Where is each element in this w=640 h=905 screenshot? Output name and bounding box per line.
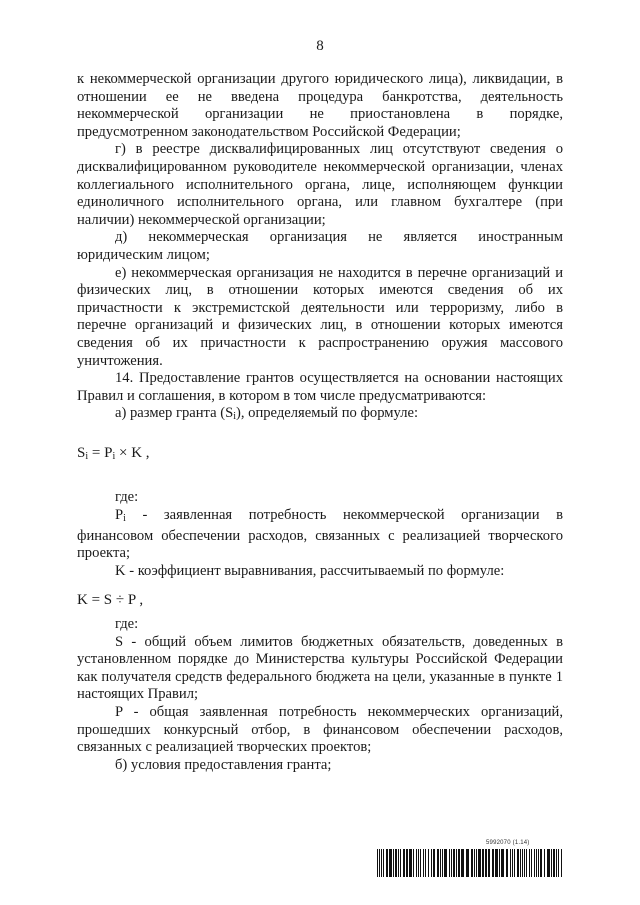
definition-pi — [77, 507, 567, 563]
item-a-text-end: ), определяемый по формуле: — [236, 405, 419, 422]
symbol-pi-sub: i — [123, 513, 126, 525]
formula-grant-size — [77, 426, 563, 490]
formula-factor-p-sub: i — [112, 450, 116, 462]
formula-coefficient: K = S ÷ P , — [77, 592, 144, 609]
definition-s: S - общий объем лимитов бюджетных обязательств, доведенных в установленном порядке до Министерства культуры Российской Федерации как получателя средств федерального бюджета на цели, указанные в пункте 1 настоящих Правил; — [77, 633, 563, 703]
paragraph-item-d: д) некоммерческая организация не является иностранным юридическим лицом; — [77, 229, 563, 263]
definition-pi-text: - заявленная потребность некоммерческой организации в финансовом обеспечении расходов, связанных с реализацией творческого проекта; — [77, 507, 567, 562]
item-a-subscript: i — [233, 411, 236, 423]
formula-factor-k: K — [131, 444, 143, 461]
definition-p: P - общая заявленная потребность некоммерческих организаций, прошедших конкурсный отбор, в финансовом обеспечении расходов, связанных с реализацией творческих проектов; — [77, 704, 563, 756]
document-code: 5992070 (1.14) — [486, 840, 530, 846]
formula-lhs: S — [77, 444, 86, 461]
paragraph-item-a — [77, 405, 563, 426]
paragraph-item-g: г) в реестре дисквалифицированных лиц отсутствуют сведения о дисквалифицированном руководителе некоммерческой организации, членах коллегиального исполнительного органа, лице, исполняющем функции единоличного исполнительного органа, или главном бухгалтере (при наличии) некоммерческой организации; — [77, 141, 563, 228]
formula-lhs-sub: i — [85, 450, 89, 462]
barcode-icon — [377, 849, 563, 877]
page-number: 8 — [316, 38, 324, 54]
where-label-1: где: — [115, 489, 139, 506]
paragraph-liquidation: к некоммерческой организации другого юридического лица), ликвидации, в отношении ее не введена процедура банкротства, деятельность некоммерческой организации не приостановлена в порядке, предусмотренном законодательством Российской Федерации; — [77, 71, 563, 140]
where-label-2: где: — [115, 616, 139, 633]
formula-end: , — [142, 444, 150, 461]
symbol-pi-letter: P — [115, 507, 124, 524]
formula-factor-p: P — [104, 444, 113, 461]
paragraph-item-b: б) условия предоставления гранта; — [115, 756, 332, 773]
definition-k: K - коэффициент выравнивания, рассчитываемый по формуле: — [115, 562, 505, 579]
symbol-pi — [115, 507, 126, 523]
formula-multiply: × — [115, 444, 132, 461]
paragraph-item-e: е) некоммерческая организация не находится в перечне организаций и физических лиц, в отношении которых имеются сведения об их причастности к экстремистской деятельности или терроризму, либо в перечне организаций и физических лиц, в отношении которых имеются сведения об их причастности к распространению оружия массового уничтожения. — [77, 264, 563, 369]
formula-equals: = — [88, 444, 105, 461]
page-content — [77, 71, 567, 774]
paragraph-14: 14. Предоставление грантов осуществляется на основании настоящих Правил и соглашения, в котором в том числе предусматриваются: — [77, 370, 563, 404]
item-a-text-start: а) размер гранта (S — [115, 405, 234, 422]
